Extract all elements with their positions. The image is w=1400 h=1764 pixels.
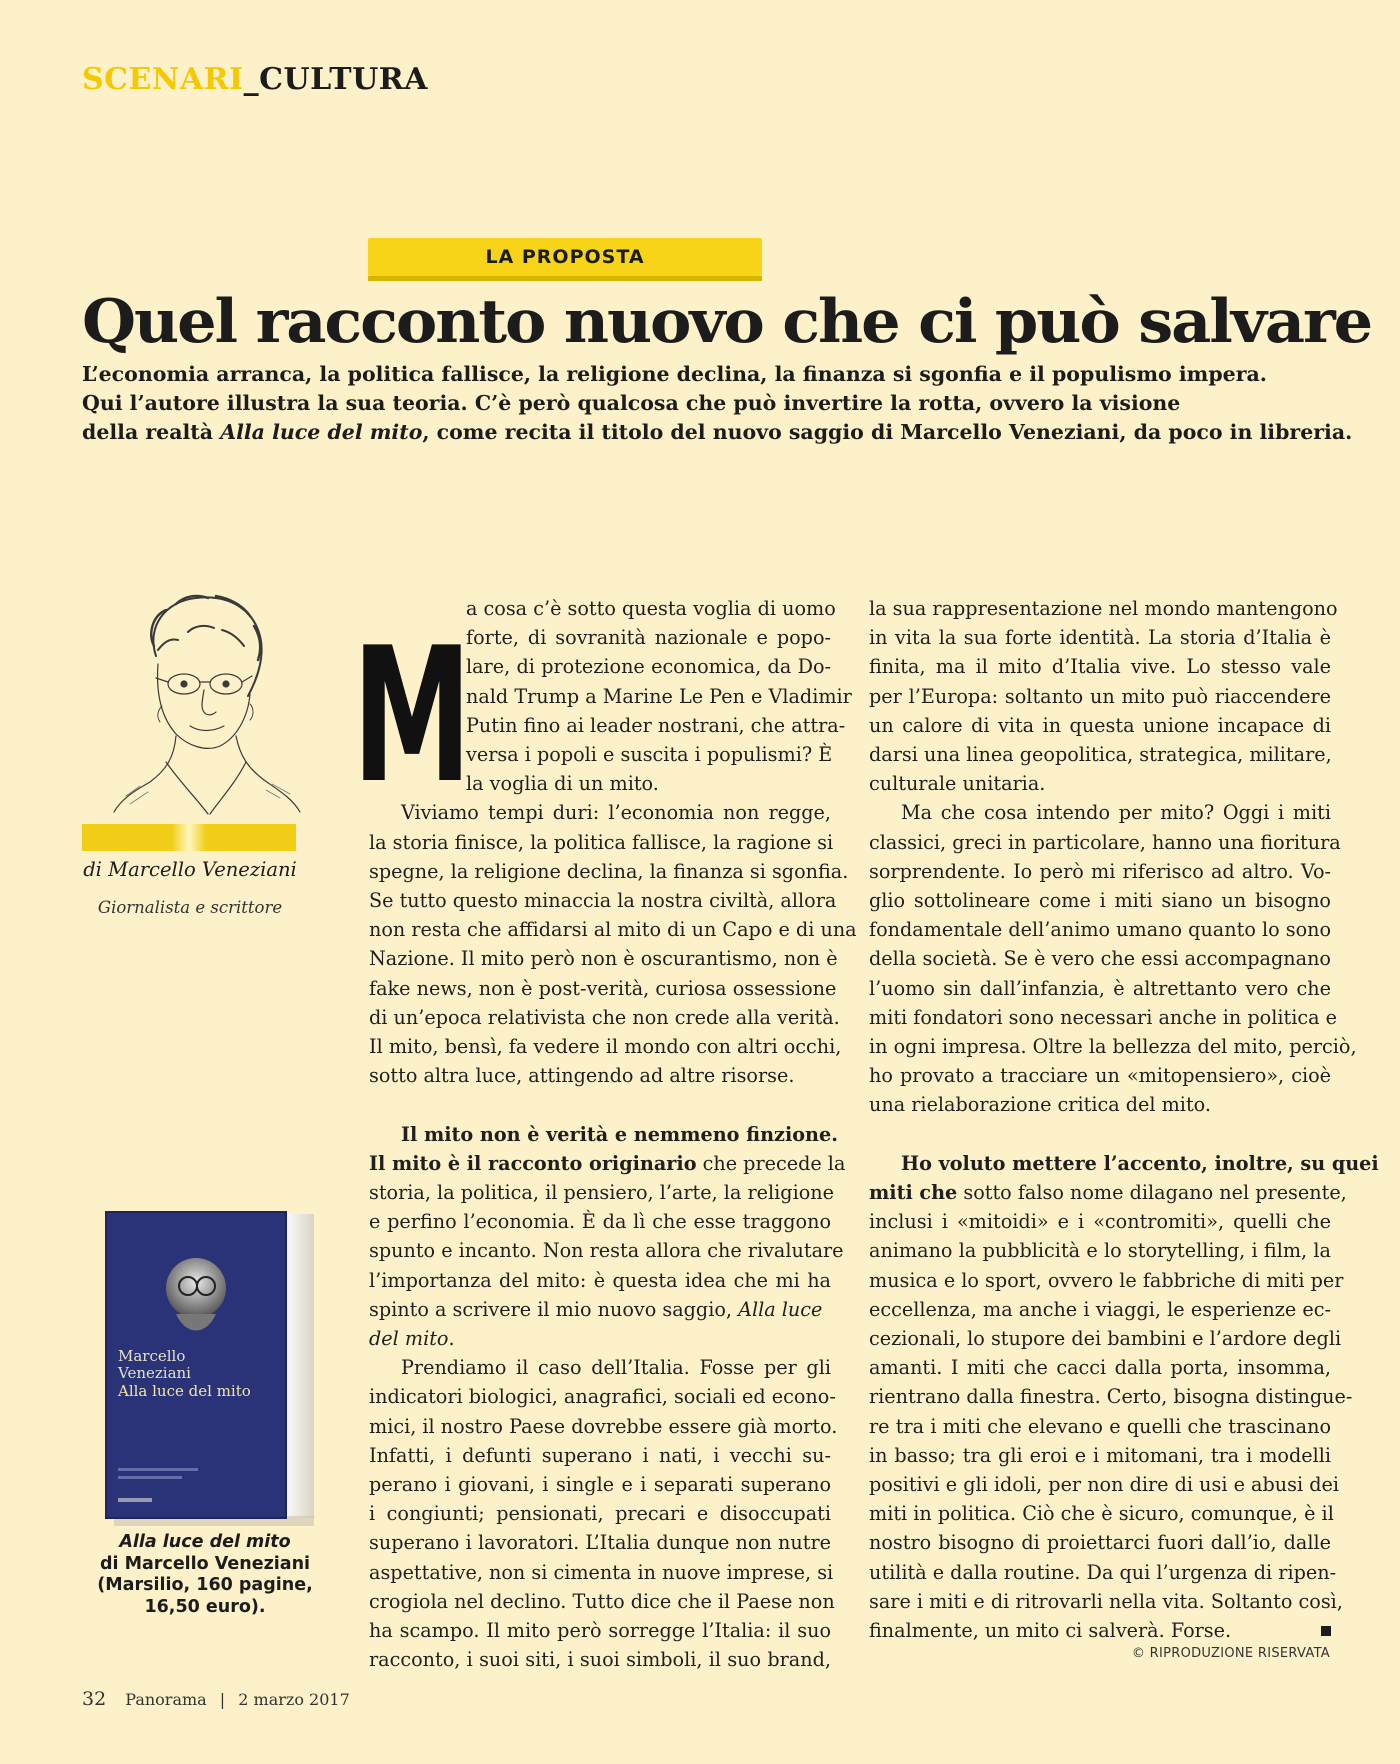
- book-title-inline: Alla luce del mito: [220, 420, 423, 444]
- book-caption-line: (Marsilio, 160 pagine,: [97, 1575, 313, 1595]
- issue-date: 2 marzo 2017: [238, 1690, 350, 1709]
- body-line: Nazione. Il mito però non è oscurantismo, non è: [369, 947, 838, 971]
- body-line: lare, di protezione economica, da Do-: [466, 655, 831, 679]
- author-name: di Marcello Veneziani: [83, 858, 297, 881]
- body-line: aspettative, non si cimenta in nuove imprese, si: [369, 1560, 834, 1584]
- body-line: fake news, non è post-verità, curiosa ossessione: [369, 976, 837, 1000]
- body-line: ho provato a tracciare un «mitopensiero», cioè: [869, 1064, 1331, 1088]
- book-caption-title: Alla luce del mito: [119, 1532, 291, 1552]
- body-line: miti in politica. Ciò che è sicuro, comunque, è il: [869, 1502, 1334, 1526]
- standfirst-line: Qui l’autore illustra la sua teoria. C’è però qualcosa che può invertire la rotta, ovvero la visione: [82, 391, 1181, 415]
- body-line: superano i lavoratori. L’Italia dunque non nutre: [369, 1531, 831, 1555]
- end-mark-icon: [1321, 1626, 1331, 1636]
- body-line: sare i miti e di ritrovarli nella vita. Soltanto così,: [869, 1589, 1343, 1613]
- body-line: Infatti, i defunti superano i nati, i vecchi su-: [369, 1443, 831, 1467]
- body-line: e perfino l’economia. È da lì che esse traggono: [369, 1210, 831, 1234]
- standfirst-line: L’economia arranca, la politica fallisce, la religione declina, la finanza si sgonfia e il populismo impera.: [82, 362, 1267, 386]
- magazine-name: Panorama: [125, 1690, 207, 1709]
- body-line: Ma che cosa intendo per mito? Oggi i miti: [901, 801, 1331, 825]
- body-line: glio sottolineare come i miti siano un bisogno: [869, 889, 1331, 913]
- body-line: finita, ma il mito d’Italia vive. Lo stesso vale: [869, 655, 1331, 679]
- body-line: in vita la sua forte identità. La storia d’Italia è: [869, 626, 1331, 650]
- body-line: crogiola nel declino. Tutto dice che il Paese non: [369, 1589, 835, 1613]
- author-divider-bar: [82, 824, 296, 851]
- body-line: per l’Europa: soltanto un mito può riaccendere: [869, 684, 1331, 708]
- body-line: spinto a scrivere il mio nuovo saggio, Alla luce: [369, 1297, 823, 1321]
- body-line: classici, greci in particolare, hanno una fioritura: [869, 830, 1341, 854]
- body-line: la storia finisce, la politica fallisce, la ragione si: [369, 830, 834, 854]
- author-role: Giornalista e scrittore: [97, 898, 283, 917]
- body-line: Putin fino ai leader nostrani, che attra-: [466, 713, 846, 737]
- body-line: perano i giovani, i single e i separati superano: [369, 1473, 831, 1497]
- body-line: Prendiamo il caso dell’Italia. Fosse per gli: [401, 1356, 831, 1380]
- body-line: indicatori biologici, anagrafici, sociali ed econo-: [369, 1385, 836, 1409]
- body-line: nald Trump a Marine Le Pen e Vladimir: [466, 684, 852, 708]
- body-line: darsi una linea geopolitica, strategica, militare,: [869, 743, 1332, 767]
- headline: Quel racconto nuovo che ci può salvare: [82, 287, 1372, 357]
- book-caption-line: 16,50 euro).: [144, 1596, 266, 1617]
- body-line: spunto e incanto. Non resta allora che rivalutare: [369, 1239, 844, 1263]
- page-footer: [82, 1688, 350, 1710]
- body-line: Il mito, bensì, fa vedere il mondo con altri occhi,: [369, 1035, 842, 1059]
- body-column-2: [869, 594, 1379, 1645]
- page-number: 32: [82, 1688, 107, 1710]
- body-line: fondamentale dell’animo umano quanto lo sono: [869, 918, 1332, 942]
- body-line: finalmente, un mito ci salverà. Forse.: [869, 1616, 1331, 1645]
- body-line: un calore di vita in questa unione incapace di: [869, 713, 1331, 737]
- body-line: versa i popoli e suscita i populismi? È: [466, 743, 833, 767]
- body-line-bold: Ho voluto mettere l’accento, inoltre, su quei: [901, 1151, 1379, 1175]
- body-line: nostro bisogno di proiettarci fuori dall’io, dalle: [869, 1531, 1331, 1555]
- body-line: storia, la politica, il pensiero, l’arte, la religione: [369, 1181, 834, 1205]
- footer-separator: |: [219, 1690, 226, 1709]
- standfirst-line: della realtà Alla luce del mito, come recita il titolo del nuovo saggio di Marcello Veneziani, da poco in libreria.: [82, 420, 1353, 444]
- body-line: inclusi i «mitoidi» e i «contromiti», quelli che: [869, 1210, 1331, 1234]
- body-line: utilità e dalla routine. Da qui l’urgenza di ripen-: [869, 1560, 1337, 1584]
- body-line: re tra i miti che elevano e quelli che trascinano: [869, 1414, 1331, 1438]
- book-cover-image: [106, 1206, 328, 1526]
- body-line: del mito.: [369, 1327, 455, 1351]
- body-line: i congiunti; pensionati, precari e disoccupati: [369, 1502, 831, 1526]
- book-caption: [70, 1532, 340, 1618]
- book-cover-author-line: Marcello: [118, 1347, 186, 1365]
- body-line: sorprendente. Io però mi riferisco ad altro. Vo-: [869, 859, 1331, 883]
- body-column-1: [369, 594, 857, 1675]
- body-line: eccellenza, ma anche i viaggi, le esperienze ec-: [869, 1297, 1331, 1321]
- body-line: l’uomo sin dall’infanzia, è altrettanto vero che: [869, 976, 1331, 1000]
- body-line: positivi e gli idoli, per non dire di usi e abusi dei: [869, 1473, 1339, 1497]
- body-line: Il mito è il racconto originario che precede la: [369, 1151, 846, 1175]
- body-line: amanti. I miti che cacci dalla porta, insomma,: [869, 1356, 1331, 1380]
- standfirst: [82, 360, 1362, 447]
- body-line: in ogni impresa. Oltre la bellezza del mito, perciò,: [869, 1035, 1357, 1059]
- section-label: SCENARI: [82, 62, 244, 97]
- body-line: della società. Se è vero che essi accompagnano: [869, 947, 1331, 971]
- body-line-bold: Il mito non è verità e nemmeno finzione.: [401, 1122, 838, 1146]
- copyright-notice: © RIPRODUZIONE RISERVATA: [1131, 1646, 1330, 1661]
- section-sublabel: _CULTURA: [243, 62, 428, 97]
- book-cover-title: Alla luce del mito: [118, 1382, 251, 1400]
- body-line: non resta che affidarsi al mito di un Capo e di una: [369, 918, 857, 942]
- body-line: musica e lo sport, ovvero le fabbriche di miti per: [869, 1268, 1344, 1292]
- body-line: miti che sotto falso nome dilagano nel presente,: [869, 1181, 1347, 1205]
- book-caption-line: di Marcello Veneziani: [99, 1553, 311, 1574]
- body-line: Se tutto questo minaccia la nostra civiltà, allora: [369, 889, 837, 913]
- body-line: di un’epoca relativista che non crede alla verità.: [369, 1005, 840, 1029]
- svg-text:M: M: [352, 607, 472, 824]
- body-line: culturale unitaria.: [869, 772, 1046, 796]
- body-line: Viviamo tempi duri: l’economia non regge,: [401, 801, 831, 825]
- body-line: la voglia di un mito.: [466, 772, 659, 796]
- body-line: sotto altra luce, attingendo ad altre risorse.: [369, 1064, 795, 1088]
- body-line: cezionali, lo stupore dei bambini e l’ardore degli: [869, 1327, 1342, 1351]
- body-line: forte, di sovranità nazionale e popo-: [466, 626, 831, 650]
- body-line: mici, il nostro Paese dovrebbe essere già morto.: [369, 1414, 838, 1438]
- body-line: l’importanza del mito: è questa idea che mi ha: [369, 1268, 831, 1292]
- body-line: spegne, la religione declina, la finanza si sgonfia.: [369, 859, 849, 883]
- body-line: rientrano dalla finestra. Certo, bisogna distingue-: [869, 1385, 1353, 1409]
- kicker-label: LA PROPOSTA: [368, 238, 762, 276]
- body-line: ha scampo. Il mito però sorregge l’Italia: il suo: [369, 1619, 831, 1643]
- body-line: a cosa c’è sotto questa voglia di uomo: [466, 597, 836, 620]
- body-line: in basso; tra gli eroi e i mitomani, tra i modelli: [869, 1443, 1331, 1467]
- section-header: [82, 62, 428, 97]
- body-line: animano la pubblicità e lo storytelling, i film, la: [869, 1239, 1331, 1263]
- body-line: racconto, i suoi siti, i suoi simboli, il suo brand,: [369, 1648, 831, 1672]
- body-line: la sua rappresentazione nel mondo mantengono: [869, 597, 1338, 620]
- body-line: miti fondatori sono necessari anche in politica e: [869, 1005, 1337, 1029]
- body-line: una rielaborazione critica del mito.: [869, 1093, 1211, 1117]
- author-portrait-sketch: [96, 586, 306, 816]
- book-cover-author-line: Veneziani: [118, 1364, 191, 1382]
